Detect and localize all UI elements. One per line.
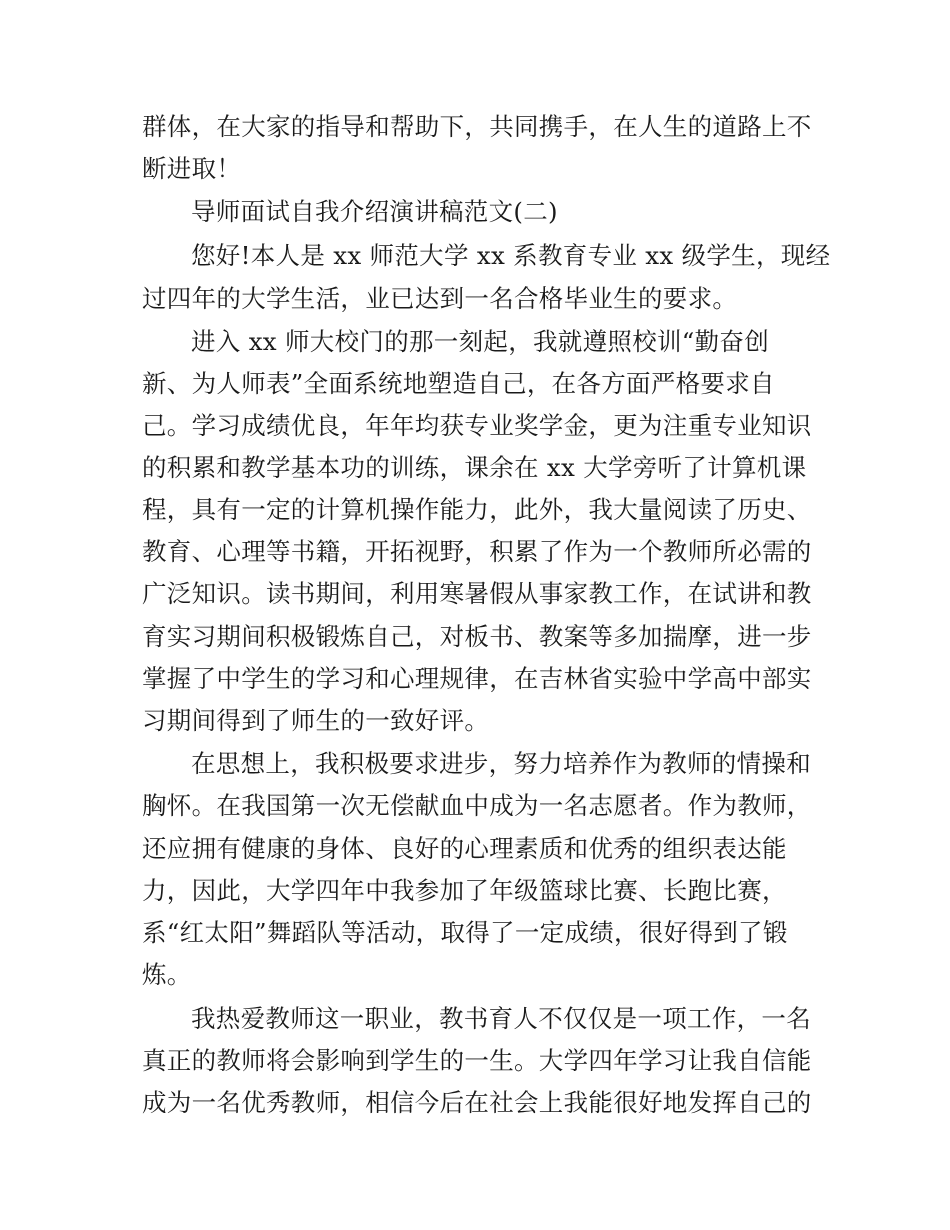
text-line: 在思想上，我积极要求进步，努力培养作为教师的情操和	[191, 749, 811, 778]
text-line: 真正的教师将会影响到学生的一生。大学四年学习让我自信能	[142, 1046, 812, 1075]
text-line: 育实习期间积极锻炼自己，对板书、教案等多加揣摩，进一步	[142, 622, 812, 651]
text-line: 习期间得到了师生的一致好评。	[142, 706, 490, 735]
text-line: 进入 xx 师大校门的那一刻起，我就遵照校训“勤奋创	[191, 327, 770, 356]
text-line: 还应拥有健康的身体、良好的心理素质和优秀的组织表达能	[142, 834, 787, 863]
text-line: 胸怀。在我国第一次无偿献血中成为一名志愿者。作为教师，	[142, 791, 812, 820]
text-line: 炼。	[142, 960, 192, 989]
text-line: 掌握了中学生的学习和心理规律，在吉林省实验中学高中部实	[142, 664, 812, 693]
text-line: 断进取！	[142, 154, 242, 183]
section-heading: 导师面试自我介绍演讲稿范文(二)	[191, 197, 558, 226]
text-line: 系“红太阳”舞蹈队等活动，取得了一定成绩，很好得到了锻	[142, 918, 788, 947]
text-line: 群体，在大家的指导和帮助下，共同携手，在人生的道路上不	[142, 112, 812, 141]
text-line: 新、为人师表”全面系统地塑造自己，在各方面严格要求自	[142, 369, 775, 398]
text-line: 过四年的大学生活，业已达到一名合格毕业生的要求。	[142, 284, 738, 313]
text-line: 成为一名优秀教师，相信今后在社会上我能很好地发挥自己的	[142, 1088, 812, 1117]
text-line: 教育、心理等书籍，开拓视野，积累了作为一个教师所必需的	[142, 537, 812, 566]
text-line: 己。学习成绩优良，年年均获专业奖学金，更为注重专业知识	[142, 411, 812, 440]
text-line: 的积累和教学基本功的训练，课余在 xx 大学旁听了计算机课	[142, 453, 807, 482]
text-line: 我热爱教师这一职业，教书育人不仅仅是一项工作，一名	[191, 1004, 811, 1033]
text-line: 您好!本人是 xx 师范大学 xx 系教育专业 xx 级学生，现经	[191, 241, 831, 270]
text-line: 程，具有一定的计算机操作能力，此外，我大量阅读了历史、	[142, 495, 812, 524]
text-line: 广泛知识。读书期间，利用寒暑假从事家教工作，在试讲和教	[142, 579, 812, 608]
text-line: 力，因此，大学四年中我参加了年级篮球比赛、长跑比赛，	[142, 876, 787, 905]
